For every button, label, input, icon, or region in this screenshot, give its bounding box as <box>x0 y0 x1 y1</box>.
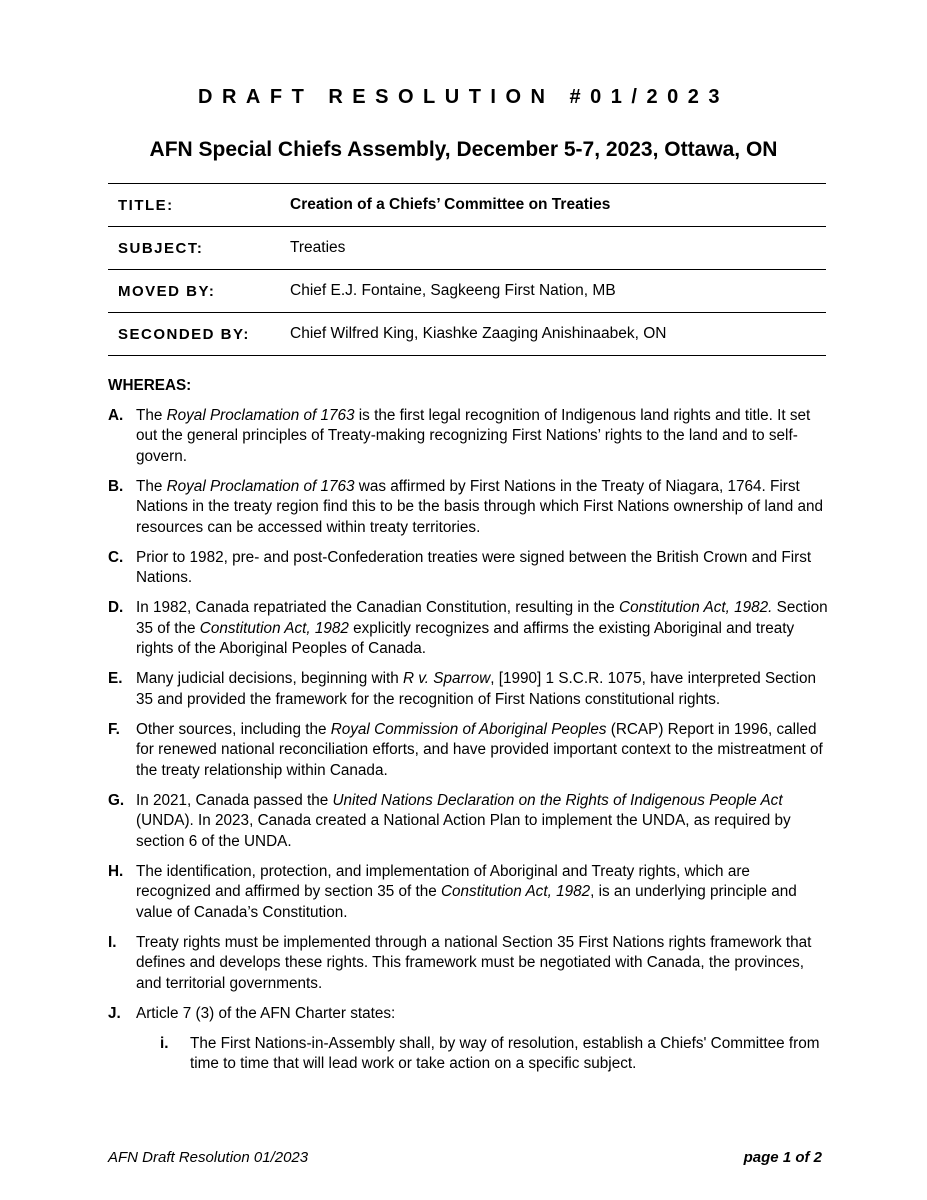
clause-italic-part: Constitution Act, 1982 <box>199 619 349 637</box>
whereas-heading: WHEREAS: <box>108 377 192 394</box>
clause-text-part: The <box>136 477 167 495</box>
meta-row-seconded-by <box>108 313 826 356</box>
clause-letter: C. <box>108 548 124 566</box>
clause-f <box>108 720 828 782</box>
clause-letter: J. <box>108 1004 121 1022</box>
clause-letter: B. <box>108 477 124 495</box>
footer-document-name: AFN Draft Resolution 01/2023 <box>108 1149 309 1166</box>
clause-text-part: The identification, protection, and implementation of Aboriginal and Treaty rights, which are recognized and affirmed by section 35 of the <box>136 862 750 900</box>
clause-text: Treaty rights must be implemented through a national Section 35 First Nations rights framework that defines and develops these rights. This framework must be negotiated with Canada, the provinces, and territorial governments. <box>136 933 812 992</box>
clause-text <box>136 598 828 660</box>
clause-letter: G. <box>108 791 125 809</box>
meta-label-moved-by: MOVED BY: <box>118 282 216 300</box>
clause-italic-part: R v. Sparrow <box>403 670 491 687</box>
clause-letter: A. <box>108 406 124 424</box>
clause-text-part: In 1982, Canada repatriated the Canadian Constitution, resulting in the <box>136 599 620 616</box>
meta-row-moved-by <box>108 270 826 313</box>
clause-e <box>108 669 828 710</box>
resolution-body <box>108 376 828 1075</box>
clause-c <box>108 548 828 589</box>
clause-text-part: was affirmed by First Nations in the Treaty of Niagara, 1764. First Nations in the treaty region find this to be the basis through which First Nations ownership of land and resources can be accessed within treaty territories. <box>136 477 824 536</box>
clause-text <box>136 1004 828 1025</box>
sub-clause-i <box>160 1034 828 1075</box>
clause-text <box>136 477 828 539</box>
clause-text-part: , [1990] 1 S.C.R. 1075, have interpreted Section 35 and provided the framework for the recognition of First Nations constitutional rights. <box>136 670 816 708</box>
clause-text-part: explicitly recognizes and affirms the existing Aboriginal and treaty rights of the Aboriginal Peoples of Canada. <box>136 619 795 657</box>
meta-value-subject: Treaties <box>290 239 346 256</box>
meta-value-seconded-by: Chief Wilfred King, Kiashke Zaaging Anishinaabek, ON <box>290 325 667 342</box>
clause-text-part: , is an underlying principle and value of Canada’s Constitution. <box>136 883 797 921</box>
sub-clause-text: The First Nations-in-Assembly shall, by way of resolution, establish a Chiefs' Committee from time to time that will lead work or take action on a specific subject. <box>190 1034 820 1072</box>
meta-label-subject: SUBJECT: <box>118 239 204 257</box>
clause-italic-part: Royal Proclamation of 1763 <box>166 477 355 495</box>
clause-text <box>136 862 828 924</box>
clause-letter: I. <box>108 933 117 951</box>
clause-a <box>108 406 828 468</box>
clause-letter: F. <box>108 720 120 738</box>
clause-letter: D. <box>108 599 124 616</box>
clause-text-part: (UNDA). In 2023, Canada created a National Action Plan to implement the UNDA, as required by section 6 of the UNDA. <box>136 812 791 850</box>
meta-label-seconded-by: SECONDED BY: <box>118 325 250 343</box>
clause-italic-part: United Nations Declaration on the Rights of Indigenous People Act <box>332 791 783 809</box>
clause-d <box>108 598 828 660</box>
meta-label-title: TITLE: <box>118 196 174 214</box>
clause-text-part: Other sources, including the <box>136 720 331 738</box>
clause-text <box>136 791 828 853</box>
clause-text-part: Section 35 of the <box>136 599 828 637</box>
meta-value-title: Creation of a Chiefs’ Committee on Treaties <box>290 196 611 213</box>
clause-text-part: is the first legal recognition of Indigenous land rights and title. It set out the general principles of Treaty-making recognizing First Nations’ rights to the land and to self-govern. <box>136 406 811 465</box>
clause-h <box>108 862 828 924</box>
meta-row-title <box>108 184 826 227</box>
footer-page-number: page 1 of 2 <box>743 1149 822 1166</box>
clause-text <box>136 669 828 710</box>
meta-row-subject <box>108 227 826 270</box>
document-subtitle: AFN Special Chiefs Assembly, December 5-7, 2023, Ottawa, ON <box>149 138 778 161</box>
document-title: DRAFT RESOLUTION #01/2023 <box>198 86 729 108</box>
clause-j <box>108 1004 828 1025</box>
clause-italic-part: Royal Proclamation of 1763 <box>166 406 355 424</box>
sub-clause-letter: i. <box>160 1034 169 1052</box>
clause-g <box>108 791 828 853</box>
clause-italic-part: Constitution Act, 1982 <box>441 883 591 900</box>
meta-value-moved-by: Chief E.J. Fontaine, Sagkeeng First Nation, MB <box>290 282 616 299</box>
clause-text-part: In 2021, Canada passed the <box>136 791 333 809</box>
clause-b <box>108 477 828 539</box>
clause-italic-part: Constitution Act, 1982. <box>619 599 773 616</box>
clause-text: Prior to 1982, pre- and post-Confederation treaties were signed between the British Crown and First Nations. <box>136 548 812 586</box>
clause-text-part: Article 7 (3) of the AFN Charter states: <box>136 1004 396 1022</box>
clause-text <box>136 406 828 468</box>
clause-letter: E. <box>108 670 123 687</box>
clause-text <box>136 720 828 782</box>
clause-text-part: The <box>136 406 167 424</box>
clause-italic-part: Royal Commission of Aboriginal Peoples <box>330 720 607 738</box>
clause-i <box>108 933 828 995</box>
resolution-meta-table <box>108 183 826 356</box>
clause-letter: H. <box>108 862 124 880</box>
clause-text-part: (RCAP) Report in 1996, called for renewed national reconciliation efforts, and have provided important context to the mistreatment of the treaty relationship within Canada. <box>136 720 823 779</box>
clause-text-part: Many judicial decisions, beginning with <box>136 670 403 687</box>
